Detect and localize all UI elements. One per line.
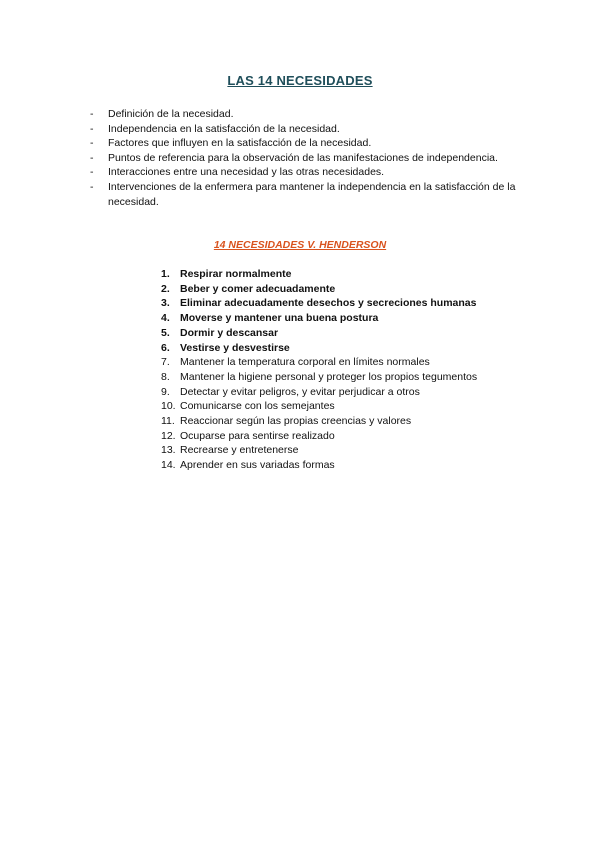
need-item (161, 341, 541, 356)
list-item (90, 107, 530, 122)
need-item (161, 370, 541, 385)
need-text: Dormir y descansar (180, 326, 279, 339)
need-number: 3. (161, 297, 170, 310)
need-number: 4. (161, 312, 170, 325)
need-number: 13. (161, 444, 176, 457)
need-number: 6. (161, 341, 170, 354)
need-item (161, 443, 541, 458)
need-number: 9. (161, 385, 170, 398)
need-item (161, 267, 541, 282)
need-number: 1. (161, 268, 170, 280)
need-text: Detectar y evitar peligros, y evitar perjudicar a otros (180, 385, 420, 398)
list-item-text: Puntos de referencia para la observación de las manifestaciones de independencia. (108, 151, 498, 164)
need-number: 14. (161, 459, 176, 472)
need-number: 12. (161, 429, 176, 442)
intro-list (90, 107, 530, 209)
need-item (161, 385, 541, 400)
need-text: Eliminar adecuadamente desechos y secreciones humanas (180, 297, 477, 310)
list-item-text: Factores que influyen en la satisfacción de la necesidad. (108, 137, 372, 150)
list-dash: - (90, 137, 94, 150)
list-dash: - (90, 108, 94, 120)
need-text: Mantener la temperatura corporal en límites normales (180, 356, 430, 369)
need-text: Recrearse y entretenerse (180, 444, 299, 457)
need-text: Reaccionar según las propias creencias y valores (180, 415, 412, 428)
needs-list (161, 267, 541, 473)
list-item-text: Interacciones entre una necesidad y las otras necesidades. (108, 166, 385, 179)
need-item (161, 458, 541, 473)
list-item (90, 180, 530, 209)
need-item (161, 296, 541, 311)
need-text: Vestirse y desvestirse (180, 341, 290, 354)
need-text: Mantener la higiene personal y proteger los propios tegumentos (180, 370, 478, 383)
need-number: 11. (161, 415, 175, 428)
need-text: Aprender en sus variadas formas (180, 459, 335, 472)
need-item (161, 429, 541, 444)
list-item-text: Definición de la necesidad. (108, 108, 234, 120)
need-number: 7. (161, 356, 170, 369)
list-dash: - (90, 180, 94, 193)
need-text: Ocuparse para sentirse realizado (180, 429, 335, 442)
list-item-text: Intervenciones de la enfermera para mantener la independencia en la satisfacción de la necesidad. (108, 180, 516, 208)
need-item (161, 399, 541, 414)
need-item (161, 311, 541, 326)
section-subtitle: 14 NECESIDADES V. HENDERSON (213, 239, 387, 251)
need-text: Beber y comer adecuadamente (180, 282, 336, 295)
list-dash: - (90, 166, 94, 179)
need-text: Moverse y mantener una buena postura (180, 312, 379, 325)
list-dash: - (90, 151, 94, 164)
list-item (90, 136, 530, 151)
list-item (90, 122, 530, 137)
need-item (161, 355, 541, 370)
need-item (161, 326, 541, 341)
need-number: 2. (161, 282, 170, 295)
list-item (90, 151, 530, 166)
need-number: 10. (161, 400, 176, 413)
need-item (161, 282, 541, 297)
need-text: Comunicarse con los semejantes (180, 400, 335, 413)
list-item-text: Independencia en la satisfacción de la necesidad. (108, 122, 340, 135)
list-item (90, 165, 530, 180)
need-number: 8. (161, 370, 170, 383)
need-item (161, 414, 541, 429)
need-number: 5. (161, 326, 170, 339)
page-title: LAS 14 NECESIDADES (227, 73, 373, 88)
need-text: Respirar normalmente (180, 268, 292, 280)
list-dash: - (90, 122, 94, 135)
